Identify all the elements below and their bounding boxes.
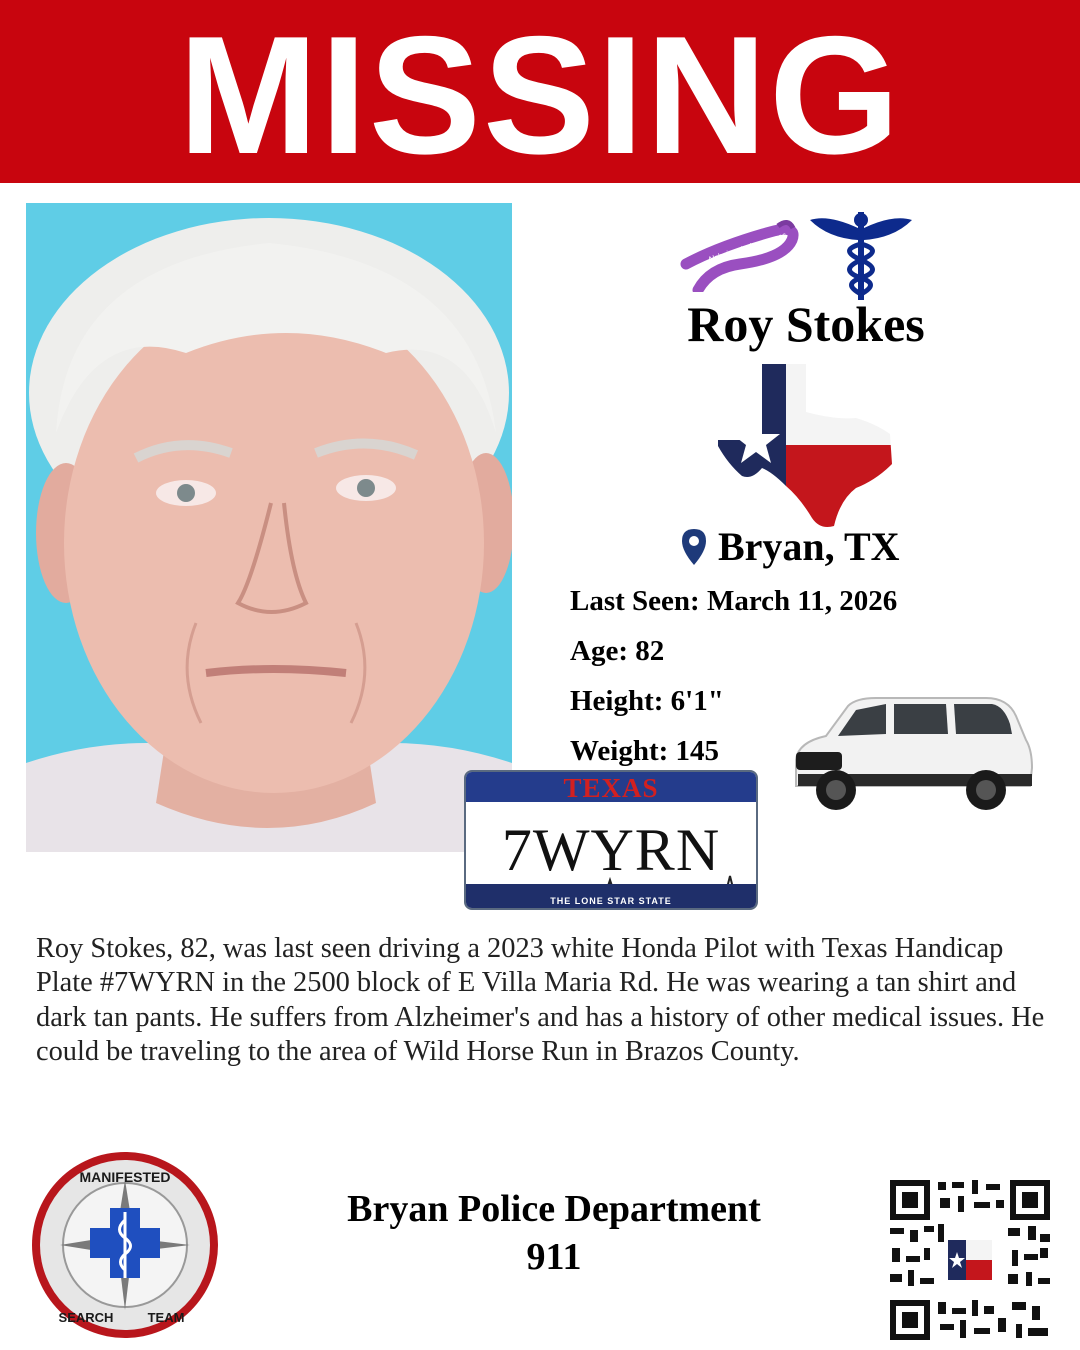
missing-title: MISSING — [178, 1, 902, 189]
search-team-badge-icon — [26, 1150, 224, 1340]
location-pin-icon — [680, 527, 708, 567]
badge-bottom-right-text: TEAM — [147, 1310, 185, 1325]
person-name: Roy Stokes — [687, 296, 925, 352]
badge-top-text: MANIFESTED — [79, 1169, 171, 1185]
header-banner — [0, 0, 1080, 189]
weight: Weight: 145 — [570, 735, 720, 767]
plate-number: 7WYRN — [501, 817, 721, 883]
age: Age: 82 — [570, 635, 665, 667]
contact-phone: 911 — [526, 1236, 582, 1278]
plate-slogan: THE LONE STAR STATE — [550, 896, 672, 906]
location-text: Bryan, TX — [718, 524, 900, 569]
ribbon-label: Alzheimer's Awareness — [706, 230, 788, 265]
license-plate — [464, 770, 758, 910]
plate-state: TEXAS — [563, 773, 659, 803]
case-description: Roy Stokes, 82, was last seen driving a 2023 white Honda Pilot with Texas Handicap Plate #7WYRN in the 2500 block of E Villa Maria Rd. He was wearing a tan shirt and dark tan pants. He suffers from Alzheimer's and has a history of other medical issues. He could be traveling to the area of Wild Horse Run in Brazos County. — [36, 933, 1045, 1067]
person-photo — [26, 203, 512, 852]
vehicle-image — [786, 690, 1034, 814]
last-seen: Last Seen: March 11, 2026 — [570, 585, 898, 617]
qr-code-icon[interactable] — [888, 1178, 1052, 1342]
texas-flag-map-icon — [716, 360, 892, 530]
height: Height: 6'1" — [570, 685, 724, 717]
location-row — [680, 524, 900, 570]
badge-bottom-left-text: SEARCH — [58, 1310, 114, 1325]
contact-department: Bryan Police Department — [347, 1188, 761, 1230]
caduceus-icon — [808, 210, 914, 302]
